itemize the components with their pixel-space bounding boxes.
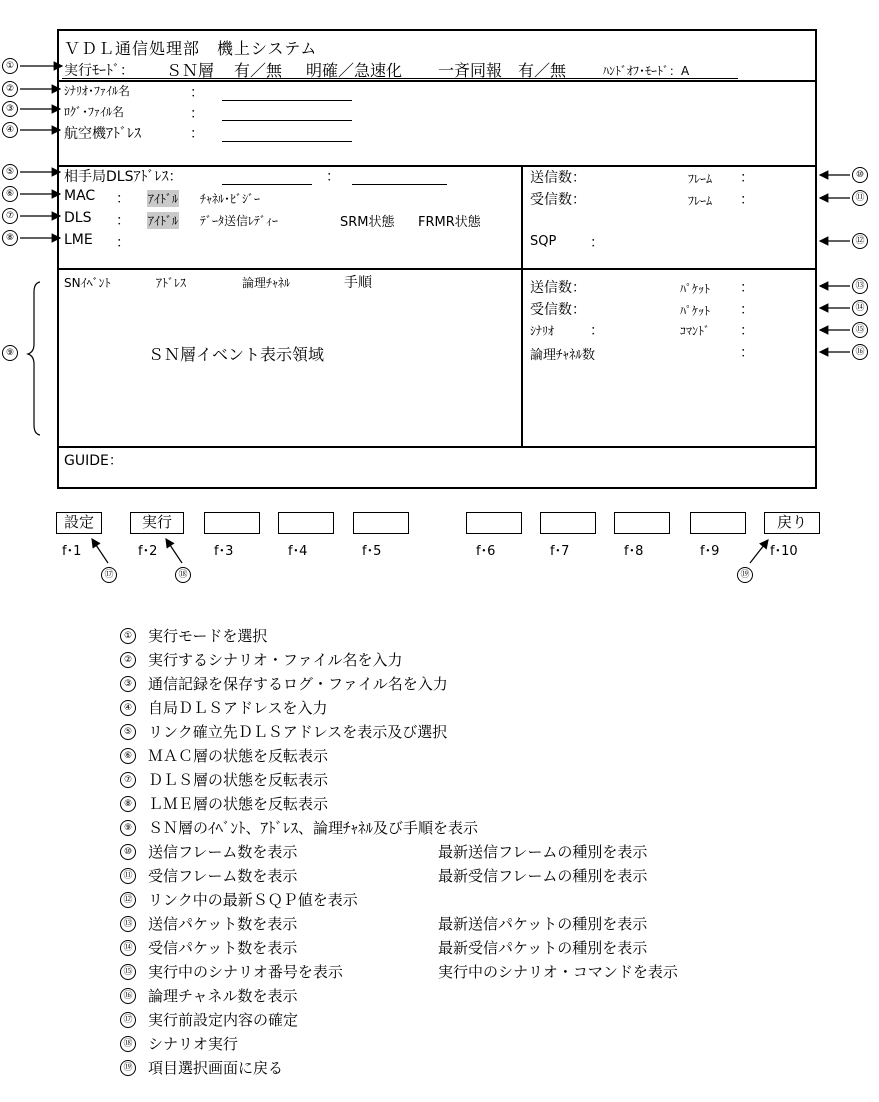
- legend-number: ⑰: [120, 1012, 136, 1028]
- sn-procedure-header: 手順: [344, 275, 372, 291]
- legend-text: 受信パケット数を表示: [148, 939, 298, 957]
- legend-number: ②: [120, 652, 136, 668]
- callout-10: ⑩: [852, 167, 868, 183]
- f8-button[interactable]: [614, 512, 670, 534]
- peer-dls-input[interactable]: [222, 184, 312, 185]
- legend-item: [120, 673, 448, 695]
- callout-4: ④: [2, 122, 18, 138]
- f6-label: f･6: [476, 544, 496, 559]
- callout-7: ⑦: [2, 208, 18, 224]
- callout-8: ⑧: [2, 230, 18, 246]
- callout-18: ⑱: [175, 567, 191, 583]
- legend-item: [120, 793, 328, 815]
- f5-label: f･5: [362, 544, 382, 559]
- divider: [57, 268, 817, 270]
- f9-label: f･9: [700, 544, 720, 559]
- legend-text: ＬＭＥ層の状態を反転表示: [148, 795, 329, 813]
- execute-button[interactable]: 実行: [130, 512, 184, 534]
- scenario-file-input[interactable]: [222, 100, 352, 101]
- command-label: ｺﾏﾝﾄﾞ: [680, 324, 711, 338]
- legend-number: ⑦: [120, 772, 136, 788]
- lme-label: LME: [64, 232, 93, 248]
- legend-number: ⑭: [120, 940, 136, 956]
- legend-text: 自局ＤＬＳアドレスを入力: [148, 699, 328, 717]
- callout-19: ⑲: [737, 567, 753, 583]
- mac-state-idle: ｱｲﾄﾞﾙ: [148, 192, 179, 206]
- legend-number: ⑯: [120, 988, 136, 1004]
- legend-text: 送信フレーム数を表示: [148, 843, 298, 861]
- f4-label: f･4: [288, 544, 308, 559]
- legend-desc-15: 実行中のシナリオ・コマンドを表示: [438, 963, 678, 981]
- callout-13: ⑬: [852, 278, 868, 294]
- legend-desc-14: 最新受信パケットの種別を表示: [438, 939, 648, 957]
- back-button[interactable]: 戻り: [764, 512, 820, 534]
- legend-number: ⑩: [120, 844, 136, 860]
- legend-item: [120, 745, 328, 767]
- aircraft-address-input[interactable]: [222, 141, 352, 142]
- legend-item: [120, 937, 297, 959]
- f7-button[interactable]: [540, 512, 596, 534]
- legend-item: [120, 769, 328, 791]
- f9-button[interactable]: [690, 512, 746, 534]
- screen-frame: [57, 29, 817, 489]
- guide-label: GUIDE：: [64, 453, 123, 469]
- legend-item: [120, 841, 297, 863]
- colon: ：: [740, 302, 754, 318]
- legend-number: ①: [120, 628, 136, 644]
- callout-17: ⑰: [101, 567, 117, 583]
- mode-underline: [62, 78, 738, 79]
- mode-broadcast-options[interactable]: 有／無: [518, 61, 567, 80]
- legend-desc-11: 最新受信フレームの種別を表示: [438, 867, 648, 885]
- legend-text: リンク確立先ＤＬＳアドレスを表示及び選択: [148, 723, 448, 741]
- sn-channel-header: 論理ﾁｬﾈﾙ: [242, 276, 291, 290]
- legend-item: [120, 1009, 298, 1031]
- legend-item: [120, 721, 447, 743]
- dls-state-frmr: FRMR状態: [418, 215, 481, 230]
- f5-button[interactable]: [353, 512, 409, 534]
- colon: ：: [740, 323, 754, 339]
- legend-item: [120, 649, 403, 671]
- mac-state-busy: ﾁｬﾈﾙ･ﾋﾞｼﾞｰ: [200, 192, 261, 206]
- callout-16: ⑯: [852, 344, 868, 360]
- callout-5: ⑤: [2, 164, 18, 180]
- legend-desc-10: 最新送信フレームの種別を表示: [438, 843, 648, 861]
- recv-count-label: 受信数：: [530, 192, 586, 208]
- legend-text: 送信パケット数を表示: [148, 915, 298, 933]
- callout-15: ⑮: [852, 322, 868, 338]
- legend-text: 受信フレーム数を表示: [148, 867, 298, 885]
- colon: ：: [116, 213, 130, 229]
- log-file-label: ﾛｸﾞ･ﾌｧｲﾙ名: [64, 105, 125, 119]
- send-packet-label: ﾊﾟｹｯﾄ: [680, 282, 711, 296]
- sn-event-header: SNｲﾍﾞﾝﾄ: [64, 276, 111, 290]
- legend-text: リンク中の最新ＳＱＰ値を表示: [148, 891, 358, 909]
- send-count-label: 送信数：: [530, 170, 586, 186]
- mode-broadcast[interactable]: 一斉同報: [438, 61, 503, 80]
- legend-text: シナリオ実行: [148, 1035, 238, 1053]
- scenario-label: ｼﾅﾘｵ: [530, 324, 555, 338]
- sn-event-area: ＳＮ層イベント表示領域: [148, 345, 325, 364]
- recv-packet-label: ﾊﾟｹｯﾄ: [680, 304, 711, 318]
- mac-label: MAC: [64, 188, 96, 204]
- colon: ：: [740, 192, 754, 208]
- callout-9: ⑨: [2, 345, 18, 361]
- legend-item: [120, 697, 328, 719]
- legend-number: ⑫: [120, 892, 136, 908]
- legend-item: [120, 865, 297, 887]
- legend-text: 実行するシナリオ・ファイル名を入力: [148, 651, 403, 669]
- legend-number: ⑬: [120, 916, 136, 932]
- colon: ：: [190, 106, 204, 122]
- dls-state-idle: ｱｲﾄﾞﾙ: [148, 214, 179, 228]
- peer-dls-label: 相手局DLSｱﾄﾞﾚｽ：: [64, 169, 183, 185]
- f8-label: f･8: [624, 544, 644, 559]
- callout-11: ⑪: [852, 190, 868, 206]
- legend-number: ⑪: [120, 868, 136, 884]
- send-packet-count-label: 送信数：: [530, 280, 586, 296]
- handoff-mode[interactable]: ﾊﾝﾄﾞｵﾌ･ﾓｰﾄﾞ：A: [603, 64, 690, 78]
- legend-text: 論理チャネル数を表示: [148, 987, 298, 1005]
- legend-item: [120, 985, 298, 1007]
- log-file-input[interactable]: [222, 120, 352, 121]
- mode-clarity[interactable]: 明確／急速化: [306, 61, 403, 80]
- send-frame-label: ﾌﾚｰﾑ: [688, 172, 713, 186]
- mode-label: 実行ﾓｰﾄﾞ：: [64, 63, 134, 79]
- legend-number: ④: [120, 700, 136, 716]
- dls-state-ready: ﾃﾞｰﾀ送信ﾚﾃﾞｨｰ: [200, 214, 279, 228]
- legend-text: 実行前設定内容の確定: [148, 1011, 299, 1029]
- f6-button[interactable]: [466, 512, 522, 534]
- callout-12: ⑫: [852, 233, 868, 249]
- colon: ：: [190, 126, 204, 142]
- legend-item: [120, 961, 343, 983]
- legend-text: 実行モードを選択: [148, 627, 268, 645]
- legend-text: ＭＡＣ層の状態を反転表示: [148, 747, 329, 765]
- legend-number: ⑨: [120, 820, 136, 836]
- colon: ：: [740, 170, 754, 186]
- legend-item: [120, 1033, 238, 1055]
- legend-text: 通信記録を保存するログ・ファイル名を入力: [148, 675, 448, 693]
- colon: ：: [740, 280, 754, 296]
- legend-number: ③: [120, 676, 136, 692]
- logical-channel-count-label: 論理ﾁｬﾈﾙ数: [530, 348, 596, 363]
- legend-text: ＤＬＳ層の状態を反転表示: [148, 771, 329, 789]
- settings-button[interactable]: 設定: [56, 512, 102, 534]
- mode-sn[interactable]: ＳＮ層: [166, 61, 215, 80]
- legend-desc-13: 最新送信パケットの種別を表示: [438, 915, 648, 933]
- dls-state-srm: SRM状態: [340, 215, 395, 230]
- legend-item: [120, 817, 478, 839]
- callout-1: ①: [2, 58, 18, 74]
- legend-item: [120, 889, 358, 911]
- legend-item: [120, 625, 267, 647]
- colon: ：: [190, 85, 204, 101]
- colon: ：: [116, 191, 130, 207]
- callout-6: ⑥: [2, 186, 18, 202]
- colon: ：: [116, 235, 130, 251]
- aircraft-address-label: 航空機ｱﾄﾞﾚｽ: [64, 126, 141, 142]
- f10-label: f･10: [770, 544, 798, 559]
- legend-number: ⑮: [120, 964, 136, 980]
- mode-sn-options[interactable]: 有／無: [234, 61, 283, 80]
- colon: ：: [326, 169, 340, 185]
- callout-14: ⑭: [852, 300, 868, 316]
- legend-text: ＳＮ層のｲﾍﾞﾝﾄ、ｱﾄﾞﾚｽ、論理ﾁｬﾈﾙ及び手順を表示: [148, 819, 479, 837]
- f3-label: f･3: [214, 544, 234, 559]
- legend-number: ⑲: [120, 1060, 136, 1076]
- legend-number: ⑧: [120, 796, 136, 812]
- divider: [57, 446, 817, 448]
- scenario-file-label: ｼﾅﾘｵ･ﾌｧｲﾙ名: [64, 84, 131, 98]
- legend-number: ⑤: [120, 724, 136, 740]
- f1-label: f･1: [62, 544, 82, 559]
- f2-label: f･2: [138, 544, 158, 559]
- legend-item: [120, 1057, 283, 1079]
- sn-address-header: ｱﾄﾞﾚｽ: [156, 276, 187, 290]
- legend-number: ⑱: [120, 1036, 136, 1052]
- screen-title: ＶＤＬ通信処理部 機上システム: [64, 39, 318, 58]
- colon: ：: [590, 323, 604, 339]
- recv-packet-count-label: 受信数：: [530, 302, 586, 318]
- recv-frame-label: ﾌﾚｰﾑ: [688, 194, 713, 208]
- f7-label: f･7: [550, 544, 570, 559]
- legend-text: 実行中のシナリオ番号を表示: [148, 963, 343, 981]
- f4-button[interactable]: [278, 512, 334, 534]
- divider: [521, 165, 523, 446]
- callout-2: ②: [2, 81, 18, 97]
- dls-label: DLS: [64, 210, 92, 226]
- colon: ：: [740, 345, 754, 361]
- sqp-label: SQP: [530, 234, 557, 249]
- peer-dls-select[interactable]: [352, 184, 447, 185]
- legend-item: [120, 913, 297, 935]
- legend-number: ⑥: [120, 748, 136, 764]
- callout-3: ③: [2, 101, 18, 117]
- legend-text: 項目選択画面に戻る: [148, 1059, 284, 1077]
- f3-button[interactable]: [204, 512, 260, 534]
- colon: ：: [590, 235, 604, 251]
